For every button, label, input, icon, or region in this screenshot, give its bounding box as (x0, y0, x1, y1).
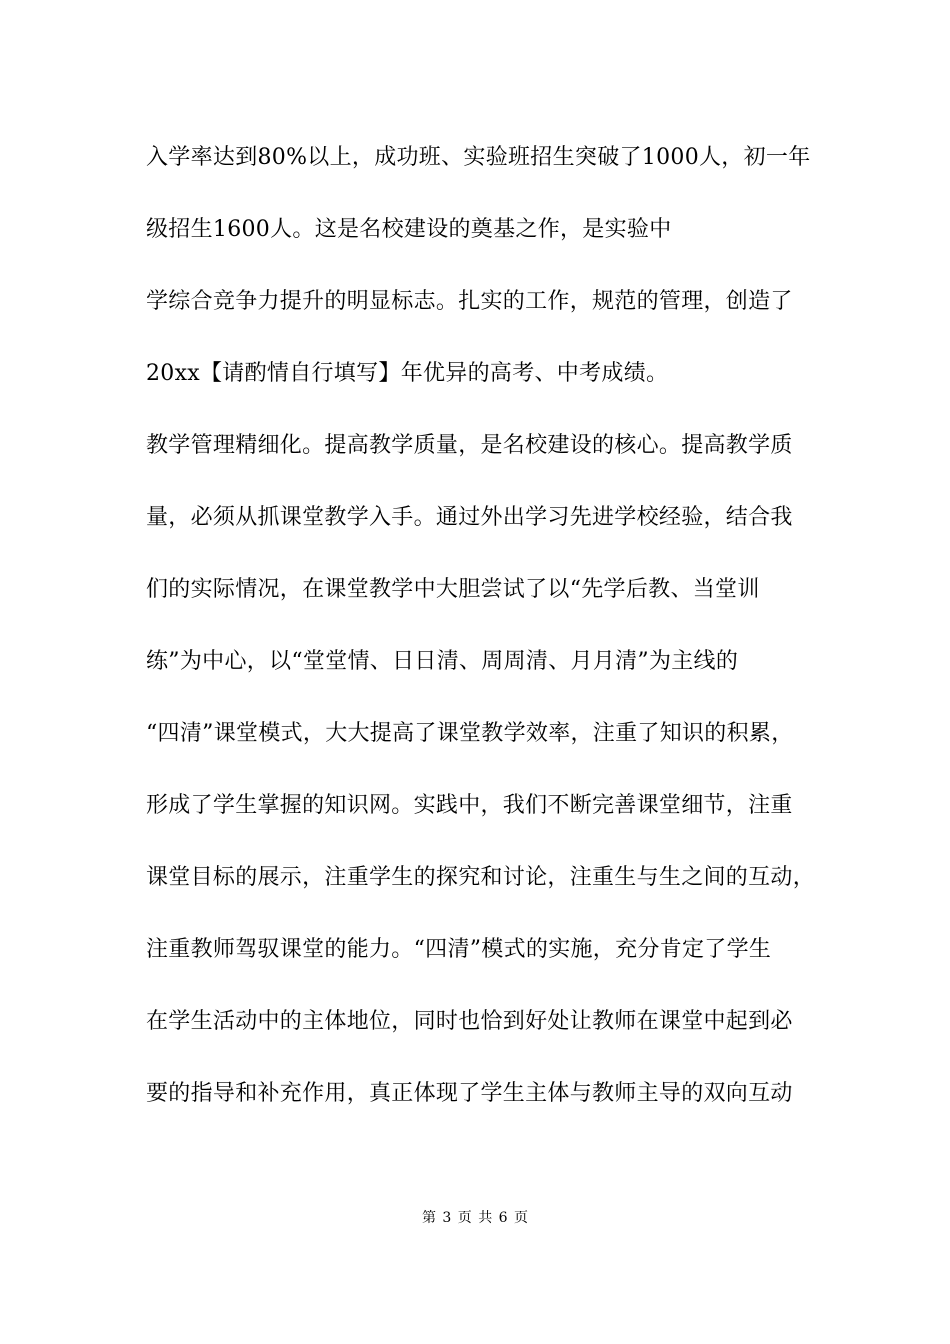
body-text-line: 们的实际情况，在课堂教学中大胆尝试了以“先学后教、当堂训 (146, 577, 760, 602)
footer-prefix: 第 (421, 1210, 436, 1226)
body-text-line: 课堂目标的展示，注重学生的探究和讨论，注重生与生之间的互动， (146, 865, 816, 890)
body-text-line: 注重教师驾驭课堂的能力。“四清”模式的实施，充分肯定了学生 (146, 937, 772, 962)
body-text-line: 入学率达到80%以上，成功班、实验班招生突破了1000人，初一年 (146, 145, 811, 170)
body-text-line: 教学管理精细化。提高教学质量，是名校建设的核心。提高教学质 (146, 433, 793, 458)
body-text-line: 要的指导和补充作用，真正体现了学生主体与教师主导的双向互动 (146, 1081, 793, 1106)
body-text-line: 形成了学生掌握的知识网。实践中，我们不断完善课堂细节，注重 (146, 793, 793, 818)
body-text-line: 在学生活动中的主体地位，同时也恰到好处让教师在课堂中起到必 (146, 1009, 793, 1034)
footer-total-word: 共 (478, 1210, 493, 1226)
body-text-line: 级招生1600人。这是名校建设的奠基之作，是实验中 (146, 217, 672, 242)
body-text-line: 量，必须从抓课堂教学入手。通过外出学习先进学校经验，结合我 (146, 505, 793, 530)
page-footer (0, 1208, 950, 1228)
body-text-line: 20xx【请酌情自行填写】年优异的高考、中考成绩。 (146, 361, 669, 386)
body-text-line: 学综合竞争力提升的明显标志。扎实的工作，规范的管理，创造了 (146, 289, 793, 314)
total-pages-number: 6 (498, 1210, 508, 1226)
footer-suffix: 页 (514, 1210, 529, 1226)
current-page-number: 3 (442, 1210, 452, 1226)
body-text-line: “四清”课堂模式，大大提高了课堂教学效率，注重了知识的积累， (146, 721, 794, 746)
body-text-line: 练”为中心，以“堂堂情、日日清、周周清、月月清”为主线的 (146, 649, 739, 674)
footer-page-word: 页 (457, 1210, 472, 1226)
